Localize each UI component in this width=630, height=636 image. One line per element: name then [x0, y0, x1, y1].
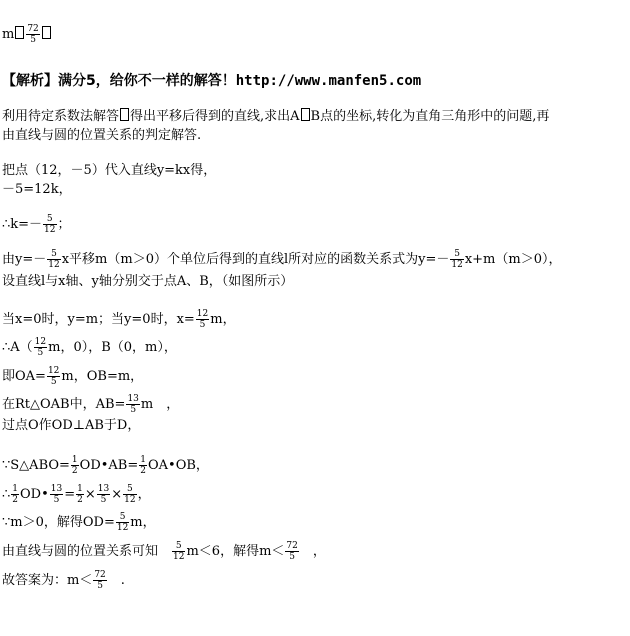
fraction — [47, 249, 60, 270]
text: = — [64, 487, 76, 502]
solution-heading — [2, 72, 421, 90]
step-3 — [2, 214, 71, 235]
denominator: 5 — [50, 377, 57, 387]
denominator: 2 — [12, 495, 19, 505]
step-1: 把点（12，－5）代入直线y=kx得， — [2, 163, 217, 178]
numerator: 12 — [196, 309, 209, 319]
intro-line-1 — [2, 108, 549, 126]
denominator: 12 — [48, 260, 60, 270]
denominator: 2 — [71, 466, 78, 476]
numerator: 13 — [50, 484, 63, 494]
text: m，0），B（0，m）， — [48, 340, 177, 355]
fraction — [172, 541, 185, 562]
fraction — [11, 484, 19, 505]
source-url: http://www.manfen5.com — [235, 73, 422, 89]
denominator: 12 — [116, 523, 129, 533]
text: 由y=－ — [2, 252, 47, 267]
text: 由直线与圆的位置关系可知 — [2, 544, 172, 559]
numerator: 13 — [97, 484, 110, 494]
missing-glyph-box — [15, 26, 24, 39]
step-13 — [2, 512, 156, 533]
text: ∴k=－ — [2, 217, 43, 232]
step-9 — [2, 394, 179, 415]
answer-prefix: m — [2, 27, 15, 42]
denominator: 12 — [173, 552, 185, 562]
fraction — [97, 484, 110, 505]
text: . — [107, 573, 125, 588]
text: m＜6，解得m＜ — [186, 544, 285, 559]
denominator: 5 — [199, 320, 206, 330]
text: OD•AB= — [79, 458, 139, 473]
text: ∵m＞0，解得OD= — [2, 515, 115, 530]
text: ， — [137, 487, 151, 502]
text: × — [111, 487, 123, 502]
fraction — [71, 455, 79, 476]
fraction — [139, 455, 147, 476]
denominator: 2 — [140, 466, 146, 476]
text: OA•OB， — [147, 458, 209, 473]
numerator: 13 — [127, 394, 139, 404]
step-11 — [2, 455, 209, 476]
step-2: －5=12k， — [2, 182, 72, 197]
denominator: 2 — [77, 495, 83, 505]
numerator: 12 — [47, 366, 60, 376]
step-12 — [2, 484, 151, 505]
step-4 — [2, 249, 561, 270]
fraction — [126, 394, 139, 415]
numerator: 5 — [116, 512, 129, 523]
numerator: 5 — [450, 249, 463, 260]
denominator: 5 — [100, 495, 107, 505]
text: 故答案为：m＜ — [2, 573, 93, 588]
denominator: 5 — [289, 552, 295, 562]
text: B点的坐标,转化为直角三角形中的问题,再 — [310, 109, 550, 124]
fraction — [43, 214, 56, 235]
fraction — [123, 484, 136, 505]
denominator: 5 — [30, 35, 36, 45]
text: ； — [57, 217, 71, 232]
text: ， — [299, 544, 326, 559]
numerator: 1 — [140, 455, 146, 465]
fraction — [196, 309, 209, 330]
fraction — [50, 484, 63, 505]
denominator: 12 — [44, 225, 56, 235]
fraction — [450, 249, 463, 270]
step-10: 过点O作OD⊥AB于D， — [2, 418, 141, 433]
fraction — [26, 24, 39, 45]
text: ∵S△ABO= — [2, 458, 70, 473]
denominator: 5 — [97, 581, 103, 591]
missing-glyph-box — [42, 26, 51, 39]
fraction — [285, 541, 298, 562]
step-5: 设直线l与x轴、y轴分别交于点A、B，（如图所示） — [2, 274, 294, 289]
missing-glyph-box — [301, 108, 310, 121]
text: OD• — [20, 487, 49, 502]
numerator: 1 — [71, 455, 78, 465]
text: m， — [130, 515, 156, 530]
denominator: 12 — [451, 260, 463, 270]
fraction — [47, 366, 60, 387]
step-14 — [2, 541, 326, 562]
numerator: 72 — [286, 541, 298, 551]
numerator: 12 — [34, 337, 47, 347]
text: 在Rt△OAB中，AB= — [2, 397, 126, 412]
missing-glyph-box — [120, 108, 129, 121]
text: 当x=0时，y=m；当y=0时，x= — [2, 312, 195, 327]
denominator: 5 — [37, 348, 44, 358]
text: m ， — [140, 397, 180, 412]
intro-line-2: 由直线与圆的位置关系的判定解答. — [2, 128, 202, 143]
text: m， — [210, 312, 236, 327]
text: 即OA= — [2, 369, 46, 384]
numerator: 5 — [43, 214, 56, 225]
text: 得出平移后得到的直线,求出A — [130, 109, 300, 124]
final-answer — [2, 570, 125, 591]
text: m，OB=m， — [61, 369, 144, 384]
text: 利用待定系数法解答 — [2, 109, 120, 124]
denominator: 5 — [130, 405, 137, 415]
denominator: 5 — [53, 495, 60, 505]
denominator: 12 — [124, 495, 136, 505]
numerator: 5 — [172, 541, 185, 552]
fraction — [76, 484, 84, 505]
heading-label: 【解析】满分5，给你不一样的解答！ — [2, 73, 236, 89]
numerator: 1 — [77, 484, 83, 494]
fraction — [116, 512, 129, 533]
text: × — [84, 487, 96, 502]
text: x平移m（m＞0）个单位后得到的直线l所对应的函数关系式为y=－ — [61, 252, 450, 267]
fraction — [34, 337, 47, 358]
text: x+m（m＞0）， — [464, 252, 562, 267]
text: ∴ — [2, 487, 11, 502]
numerator: 5 — [123, 484, 136, 495]
step-6 — [2, 309, 236, 330]
text: ∴A（ — [2, 340, 33, 355]
step-7 — [2, 337, 177, 358]
step-8 — [2, 366, 143, 387]
top-answer — [2, 24, 52, 45]
numerator: 1 — [12, 484, 19, 494]
numerator: 72 — [27, 24, 39, 34]
numerator: 5 — [47, 249, 60, 260]
fraction — [93, 570, 106, 591]
numerator: 72 — [94, 570, 106, 580]
